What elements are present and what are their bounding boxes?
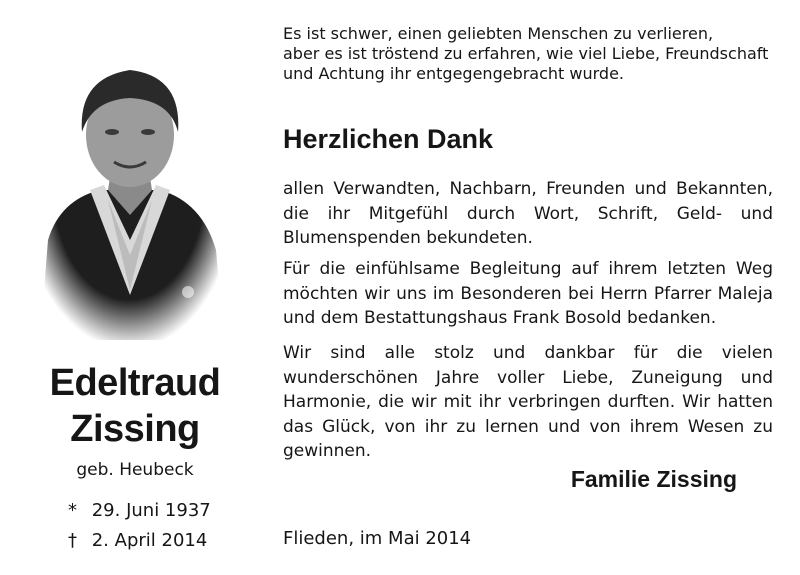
- thanks-paragraph: Für die einfühlsame Begleitung auf ihrem letzten Weg möchten wir uns im Besonderen bei Herrn Pfarrer Maleja und dem Bestattungshaus Frank Bosold bedanken.: [283, 259, 773, 328]
- maiden-name: geb. Heubeck: [76, 460, 194, 480]
- quote-line: aber es ist tröstend zu erfahren, wie viel Liebe, Freundschaft: [283, 44, 769, 63]
- death-date-line: [68, 530, 207, 551]
- heading-thanks: Herzlichen Dank: [283, 124, 494, 154]
- portrait-photo: [30, 40, 228, 340]
- opening-quote: [283, 24, 769, 84]
- birth-date: 29. Juni 1937: [91, 500, 211, 521]
- deceased-first-name: Edeltraud: [49, 362, 221, 404]
- death-cross-icon: †: [68, 530, 77, 551]
- death-date: 2. April 2014: [91, 530, 208, 551]
- thanks-paragraph: Wir sind alle stolz und dankbar für die vielen wunderschönen Jahre voller Liebe, Zuneigung und Harmonie, die wir mit ihr verbringen durften. Wir hatten das Glück, von ihr zu lernen und von ihrem Wesen zu gewinnen.: [283, 343, 773, 461]
- place-and-date: Flieden, im Mai 2014: [283, 528, 472, 549]
- thanks-paragraph: allen Verwandten, Nachbarn, Freunden und Bekannten, die ihr Mitgefühl durch Wort, Schrift, Geld- und Blumenspenden bekundeten.: [283, 179, 773, 248]
- birth-star-icon: *: [68, 500, 77, 521]
- birth-date-line: [68, 500, 211, 521]
- family-signature: Familie Zissing: [570, 466, 737, 492]
- quote-line: Es ist schwer, einen geliebten Menschen zu verlieren,: [283, 24, 714, 43]
- deceased-last-name: Zissing: [70, 408, 200, 450]
- quote-line: und Achtung ihr entgegengebracht wurde.: [283, 64, 625, 83]
